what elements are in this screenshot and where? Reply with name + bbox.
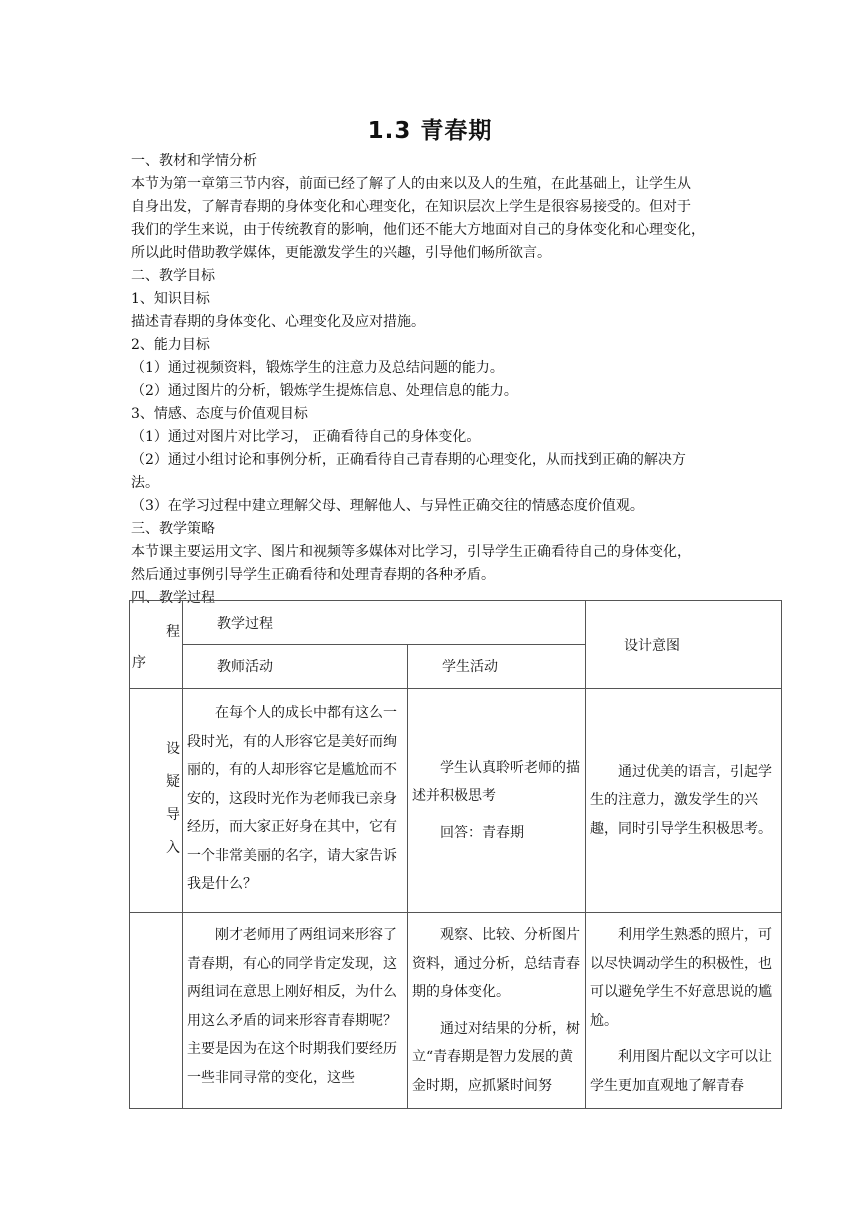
header-intent: 设计意图 (624, 637, 680, 654)
design-intent-text: 通过优美的语言，引起学生的注意力，激发学生的兴趣，同时引导学生积极思考。 (590, 763, 772, 837)
student-activity-cell-2 (408, 913, 586, 1109)
text-line: 本节课主要运用文字、图片和视频等多媒体对比学习，引导学生正确看待自己的身体变化， (131, 544, 691, 560)
teacher-activity-cell (183, 689, 408, 913)
subheading-values: 3、情感、态度与价值观目标 (131, 406, 308, 422)
header-process: 教学过程 (217, 616, 273, 632)
document-title: 1.3 青春期 (367, 118, 493, 144)
header-process-cell (183, 601, 586, 645)
section-heading-process: 四、教学过程 (131, 590, 215, 606)
text-line: （2）通过小组讨论和事例分析，正确看待自己青春期的心理变化，从而找到正确的解决方 (131, 452, 686, 468)
text-line: 然后通过事例引导学生正确看待和处理青春期的各种矛盾。 (131, 567, 495, 583)
subheading-knowledge: 1、知识目标 (131, 291, 210, 307)
teacher-activity-text: 在每个人的成长中都有这么一段时光，有的人形容它是美好而绚丽的，有的人却形容它是尴尬而不安的，这段时光作为老师我已亲身经历，而大家正好身在其中，它有一个非常美丽的名字，请大家告诉我是什么？ (187, 705, 397, 892)
student-activity-text-2: 观察、比较、分析图片资料，通过分析，总结青春期的身体变化。 (412, 927, 580, 1000)
section-heading-analysis: 一、教材和学情分析 (131, 153, 257, 169)
student-activity-cell (408, 689, 586, 913)
design-intent-text-3: 利用图片配以文字可以让学生更加直观地了解青春 (590, 1049, 772, 1094)
text-line: 本节为第一章第三节内容，前面已经了解了人的由来以及人的生殖，在此基础上，让学生从 (131, 176, 691, 192)
subheading-ability: 2、能力目标 (131, 337, 210, 353)
text-line: 法。 (131, 475, 159, 491)
header-teacher: 教师活动 (217, 659, 273, 675)
body-text (131, 150, 741, 610)
teacher-activity-text-2: 刚才老师用了两组词来形容了青春期，有心的同学肯定发现，这两组词在意思上刚好相反，为什么用这么矛盾的词来形容青春期呢？主要是因为在这个时期我们要经历一些非同寻常的变化，这些 (187, 927, 397, 1086)
header-program-char-2: 序 (132, 655, 146, 671)
header-student: 学生活动 (442, 659, 498, 675)
text-line: （1）通过对图片对比学习， 正确看待自己的身体变化。 (131, 429, 481, 445)
stage-cell (130, 689, 183, 913)
stage-cell-2 (130, 913, 183, 1109)
text-line: 我们的学生来说，由于传统教育的影响，他们还不能大方地面对自己的身体变化和心理变化， (131, 222, 705, 238)
text-line: 所以此时借助教学媒体，更能激发学生的兴趣，引导他们畅所欲言。 (131, 245, 551, 261)
text-line: （3）在学习过程中建立理解父母、理解他人、与异性正确交往的情感态度价值观。 (131, 498, 644, 514)
header-program-cell (130, 601, 183, 689)
text-line: （2）通过图片的分析，锻炼学生提炼信息、处理信息的能力。 (131, 383, 518, 399)
header-student-cell (408, 645, 586, 689)
teacher-activity-cell-2 (183, 913, 408, 1109)
text-line: 自身出发，了解青春期的身体变化和心理变化，在知识层次上学生是很容易接受的。但对于 (131, 199, 691, 215)
design-intent-cell-2 (586, 913, 782, 1109)
stage-char: 导 (166, 807, 180, 823)
student-activity-text-3: 通过对结果的分析，树立“青春期是智力发展的黄金时期，应抓紧时间努 (412, 1020, 580, 1094)
stage-char: 设 (166, 741, 180, 757)
text-line: 描述青春期的身体变化、心理变化及应对措施。 (131, 314, 425, 330)
section-heading-objectives: 二、教学目标 (131, 268, 215, 284)
text-line: （1）通过视频资料，锻炼学生的注意力及总结问题的能力。 (131, 360, 504, 376)
stage-char: 入 (166, 840, 180, 856)
teaching-process-table (129, 600, 782, 1109)
header-program-char-1: 程 (166, 624, 180, 640)
student-answer-text: 回答：青春期 (440, 824, 524, 841)
header-teacher-cell (183, 645, 408, 689)
section-heading-strategy: 三、教学策略 (131, 521, 215, 537)
student-activity-text: 学生认真聆听老师的描述并积极思考 (412, 759, 580, 805)
design-intent-text-2: 利用学生熟悉的照片，可以尽快调动学生的积极性，也可以避免学生不好意思说的尴尬。 (590, 927, 772, 1029)
design-intent-cell (586, 689, 782, 913)
stage-char: 疑 (166, 774, 180, 790)
header-intent-cell (586, 601, 782, 689)
